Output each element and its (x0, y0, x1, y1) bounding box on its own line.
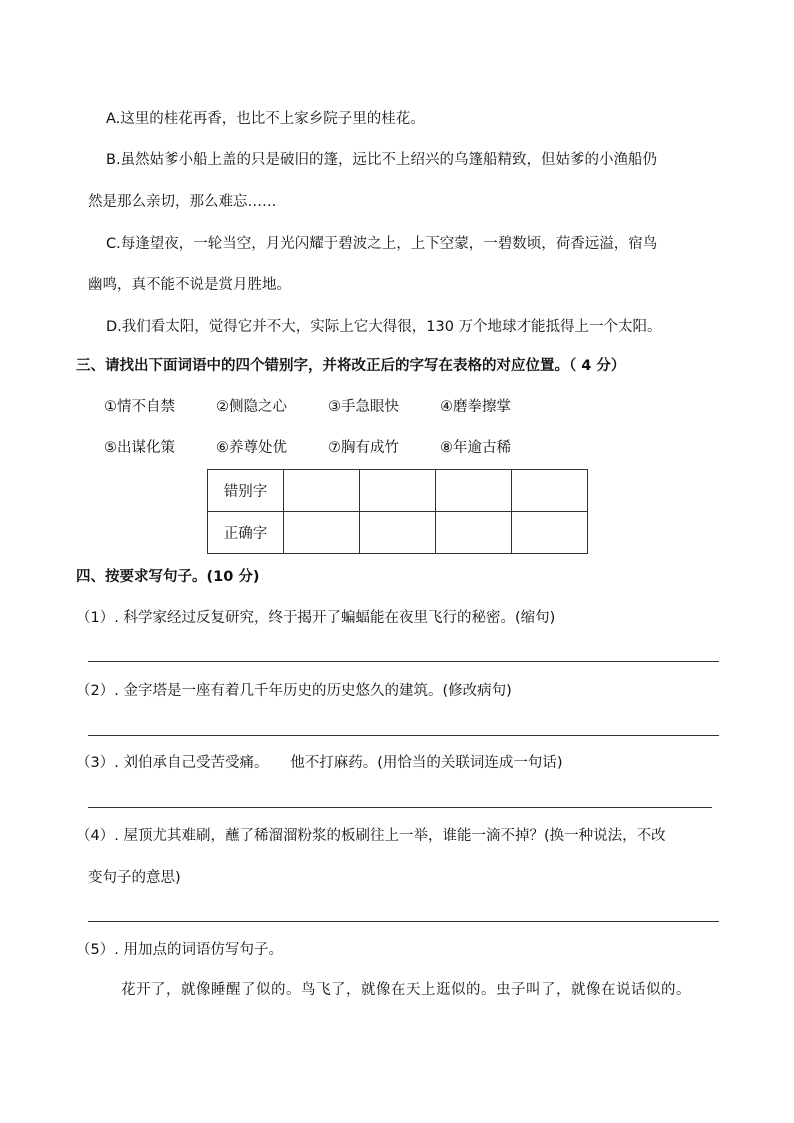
word-2: ②侧隐之心 (216, 399, 287, 415)
option-b-line2: 然是那么亲切，那么难忘…… (88, 194, 277, 210)
word-7: ⑦胸有成竹 (328, 440, 399, 456)
word-4: ④磨拳擦掌 (440, 399, 511, 415)
word-6: ⑥养尊处优 (216, 440, 287, 456)
row-label-wrong: 错别字 (208, 470, 284, 512)
correction-table (207, 469, 588, 554)
word-5: ⑤出谋化策 (104, 440, 175, 456)
answer-line-1[interactable] (88, 661, 719, 662)
option-d: D.我们看太阳，觉得它并不大，实际上它大得很，130 万个地球才能抵得上一个太阳。 (106, 319, 662, 335)
answer-cell[interactable] (436, 512, 512, 554)
section3-title: 三、请找出下面词语中的四个错别字，并将改正后的字写在表格的对应位置。（ 4 分） (76, 358, 626, 374)
word-3: ③手急眼快 (328, 399, 399, 415)
answer-line-4[interactable] (88, 921, 719, 922)
answer-cell[interactable] (284, 512, 360, 554)
answer-cell[interactable] (512, 470, 588, 512)
word-1: ①情不自禁 (104, 399, 175, 415)
question-5-example: 花开了，就像睡醒了似的。鸟飞了，就像在天上逛似的。虫子叫了，就像在说话似的。 (121, 982, 691, 998)
question-4-line2: 变句子的意思) (88, 870, 181, 886)
answer-cell[interactable] (284, 470, 360, 512)
table-row (208, 470, 588, 512)
option-a: A.这里的桂花再香，也比不上家乡院子里的桂花。 (106, 111, 425, 127)
answer-cell[interactable] (360, 512, 436, 554)
answer-line-2[interactable] (88, 735, 719, 736)
word-8: ⑧年逾古稀 (440, 440, 511, 456)
question-1: （1）. 科学家经过反复研究，终于揭开了蝙蝠能在夜里飞行的秘密。(缩句) (76, 610, 556, 626)
answer-cell[interactable] (436, 470, 512, 512)
answer-line-3[interactable] (88, 807, 712, 808)
question-5: （5）. 用加点的词语仿写句子。 (76, 942, 283, 958)
question-4-line1: （4）. 屋顶尤其难刷，蘸了稀溜溜粉浆的板刷往上一举，谁能一滴不掉？(换一种说法，不改 (76, 828, 666, 844)
section4-title: 四、按要求写句子。(10 分) (76, 569, 260, 585)
table-row (208, 512, 588, 554)
option-b-line1: B.虽然姑爹小船上盖的只是破旧的篷，远比不上绍兴的乌篷船精致，但姑爹的小渔船仍 (106, 152, 658, 168)
option-c-line1: C.每逢望夜，一轮当空，月光闪耀于碧波之上，上下空蒙，一碧数顷，荷香远溢，宿鸟 (106, 236, 658, 252)
row-label-correct: 正确字 (208, 512, 284, 554)
option-c-line2: 幽鸣，真不能不说是赏月胜地。 (88, 277, 291, 293)
answer-cell[interactable] (512, 512, 588, 554)
question-3: （3）. 刘伯承自己受苦受痛。 他不打麻药。(用恰当的关联词连成一句话) (76, 755, 563, 771)
answer-cell[interactable] (360, 470, 436, 512)
question-2: （2）. 金字塔是一座有着几千年历史的历史悠久的建筑。(修改病句) (76, 683, 512, 699)
